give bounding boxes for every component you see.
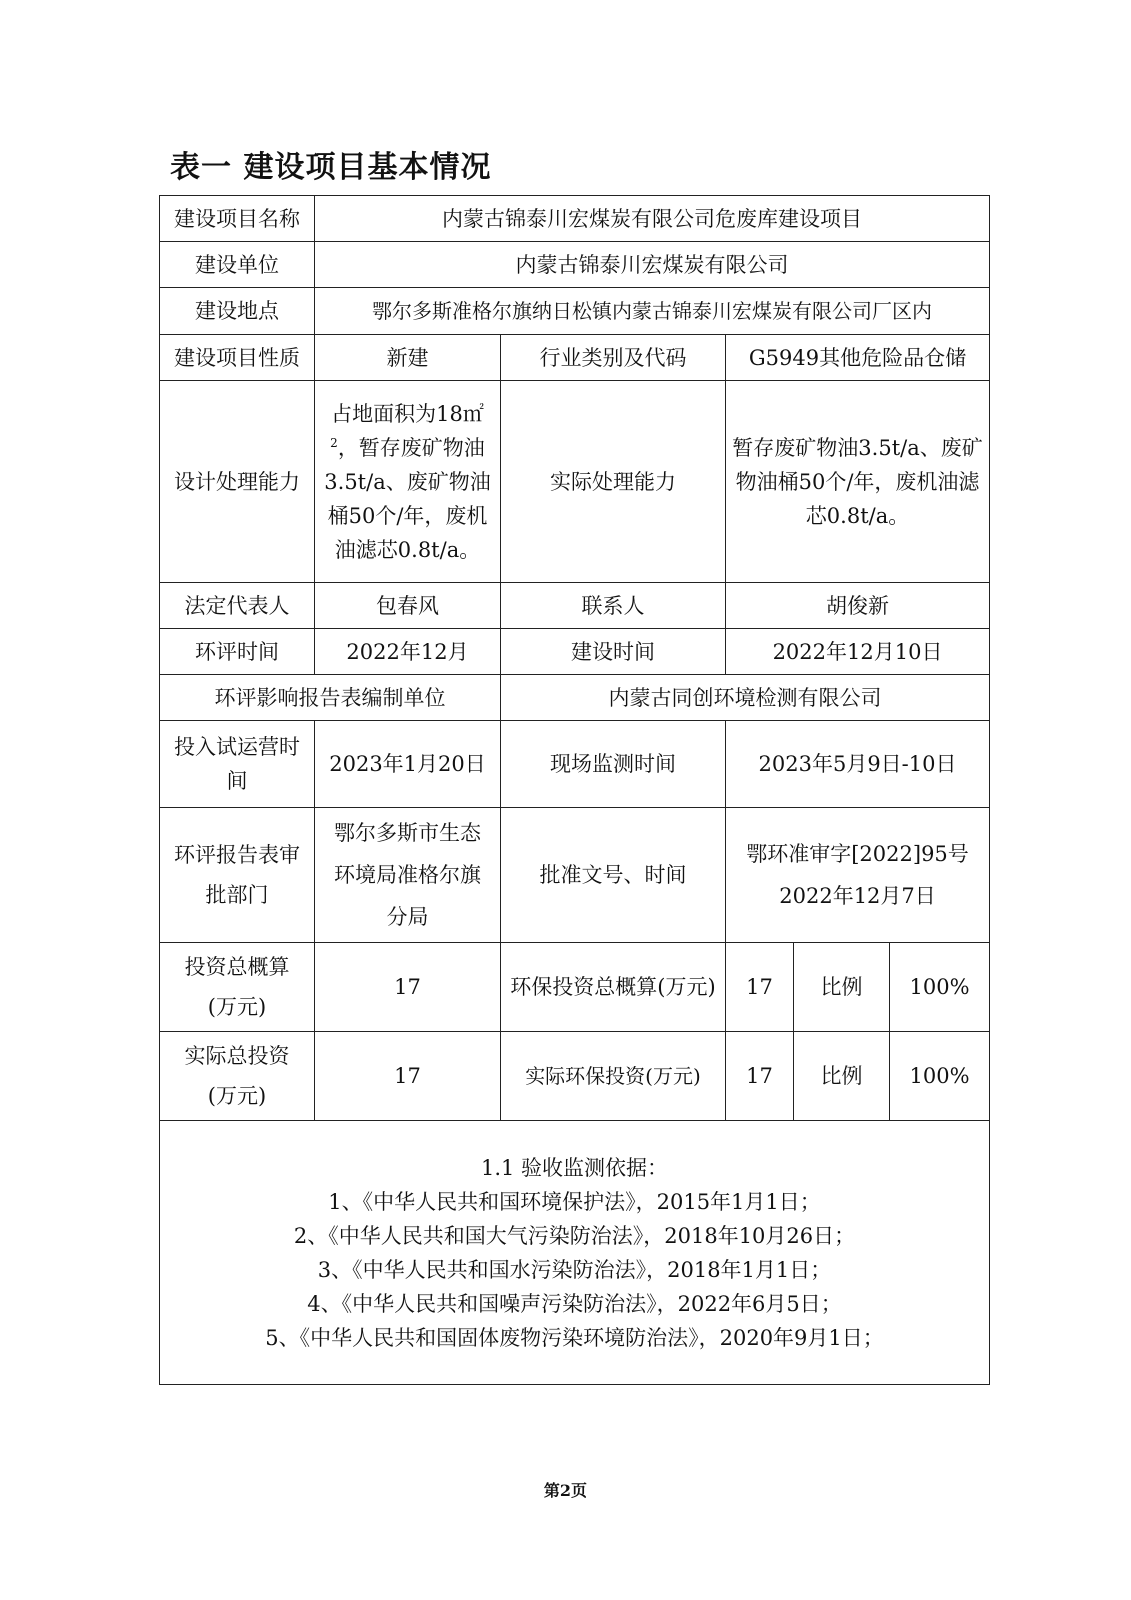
label-location: 建设地点 xyxy=(160,288,315,335)
value-actual-investment: 17 xyxy=(315,1032,501,1121)
label-nature: 建设项目性质 xyxy=(160,335,315,381)
value-project-name: 内蒙古锦泰川宏煤炭有限公司危废库建设项目 xyxy=(315,196,990,242)
basis-heading: 1.1 验收监测依据： xyxy=(480,1155,669,1180)
value-eia-time: 2022年12月 xyxy=(315,629,501,675)
row-nature xyxy=(160,335,990,381)
value-approval-dept: 鄂尔多斯市生态环境局准格尔旗分局 xyxy=(315,808,501,943)
label-eia-time: 环评时间 xyxy=(160,629,315,675)
label-legal-rep: 法定代表人 xyxy=(160,583,315,629)
approval-date-line: 2022年12月7日 xyxy=(779,884,936,908)
row-trial xyxy=(160,721,990,808)
value-trial-time: 2023年1月20日 xyxy=(315,721,501,808)
value-actual-env-investment: 17 xyxy=(726,1032,794,1121)
row-basis xyxy=(160,1121,990,1385)
value-build-time: 2022年12月10日 xyxy=(726,629,990,675)
value-actual-ratio: 100% xyxy=(890,1032,990,1121)
row-capacity xyxy=(160,381,990,583)
basis-item: 3、《中华人民共和国水污染防治法》，2018年1月1日； xyxy=(317,1257,832,1282)
label-build-time: 建设时间 xyxy=(501,629,726,675)
label-budget-ratio: 比例 xyxy=(794,943,890,1032)
label-monitor-time: 现场监测时间 xyxy=(501,721,726,808)
label-env-budget: 环保投资总概算(万元) xyxy=(501,943,726,1032)
value-nature: 新建 xyxy=(315,335,501,381)
basis-item: 5、《中华人民共和国固体废物污染环境防治法》，2020年9月1日； xyxy=(265,1325,884,1350)
row-eia-time xyxy=(160,629,990,675)
value-actual-capacity: 暂存废矿物油3.5t/a、废矿物油桶50个/年，废机油滤芯0.8t/a。 xyxy=(726,381,990,583)
acceptance-basis xyxy=(160,1121,990,1385)
value-unit: 内蒙古锦泰川宏煤炭有限公司 xyxy=(315,242,990,288)
value-budget: 17 xyxy=(315,943,501,1032)
basis-item: 4、《中华人民共和国噪声污染防治法》，2022年6月5日； xyxy=(307,1291,842,1316)
value-legal-rep: 包春风 xyxy=(315,583,501,629)
row-unit xyxy=(160,242,990,288)
row-project-name xyxy=(160,196,990,242)
value-approval-no xyxy=(726,808,990,943)
label-design-capacity: 设计处理能力 xyxy=(160,381,315,583)
value-budget-ratio: 100% xyxy=(890,943,990,1032)
label-actual-capacity: 实际处理能力 xyxy=(501,381,726,583)
label-project-name: 建设项目名称 xyxy=(160,196,315,242)
label-approval-no: 批准文号、时间 xyxy=(501,808,726,943)
value-env-budget: 17 xyxy=(726,943,794,1032)
row-actual-investment xyxy=(160,1032,990,1121)
label-unit: 建设单位 xyxy=(160,242,315,288)
label-actual-investment: 实际总投资(万元) xyxy=(160,1032,315,1121)
approval-no-line: 鄂环准审字[2022]95号 xyxy=(746,842,969,866)
label-trial-time: 投入试运营时间 xyxy=(160,721,315,808)
basis-item: 2、《中华人民共和国大气污染防治法》，2018年10月26日； xyxy=(293,1223,856,1248)
row-budget xyxy=(160,943,990,1032)
label-contact: 联系人 xyxy=(501,583,726,629)
label-actual-env-investment: 实际环保投资(万元) xyxy=(501,1032,726,1121)
page-title: 表一 建设项目基本情况 xyxy=(170,150,492,185)
label-actual-ratio: 比例 xyxy=(794,1032,890,1121)
value-industry: G5949其他危险品仓储 xyxy=(726,335,990,381)
basis-item: 1、《中华人民共和国环境保护法》，2015年1月1日； xyxy=(328,1189,821,1214)
label-industry: 行业类别及代码 xyxy=(501,335,726,381)
value-eia-unit: 内蒙古同创环境检测有限公司 xyxy=(501,675,990,721)
row-legal xyxy=(160,583,990,629)
page-number: 第2页 xyxy=(543,1481,588,1500)
label-approval-dept: 环评报告表审批部门 xyxy=(160,808,315,943)
label-eia-unit: 环评影响报告表编制单位 xyxy=(160,675,501,721)
row-location xyxy=(160,288,990,335)
value-contact: 胡俊新 xyxy=(726,583,990,629)
label-budget: 投资总概算(万元) xyxy=(160,943,315,1032)
value-monitor-time: 2023年5月9日-10日 xyxy=(726,721,990,808)
value-design-capacity: 占地面积为18㎡$^2$，暂存废矿物油3.5t/a、废矿物油桶50个/年，废机油滤芯0.8t/a。 xyxy=(315,381,501,583)
value-location: 鄂尔多斯准格尔旗纳日松镇内蒙古锦泰川宏煤炭有限公司厂区内 xyxy=(315,288,990,335)
row-eia-unit xyxy=(160,675,990,721)
project-info-table xyxy=(159,195,990,1385)
row-approval xyxy=(160,808,990,943)
